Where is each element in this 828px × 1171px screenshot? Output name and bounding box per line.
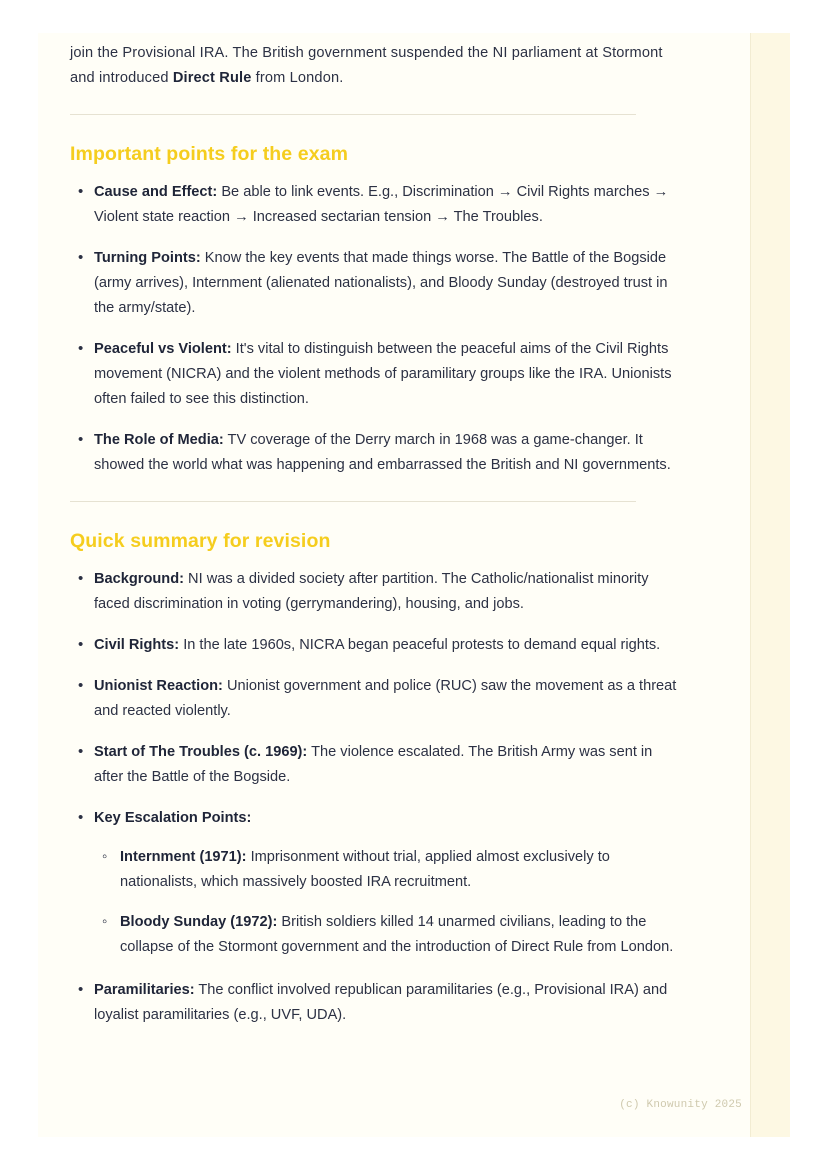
page-sheet (38, 33, 790, 1137)
section-divider-1 (70, 114, 636, 115)
list-item-text: TV coverage of the Derry march in 1968 was a game-changer. It showed the world what was happening and embarrassed the British and NI governments. (94, 432, 671, 473)
list-item (70, 180, 680, 230)
list-item-text: Be able to link events. E.g., Discrimination → Civil Rights marches → Violent state reaction → Increased sectarian tension → The Troubles. (94, 184, 669, 225)
list-item-lead: Start of The Troubles (c. 1969): (94, 744, 308, 760)
sub-list-item-lead: Internment (1971): (120, 849, 247, 865)
list-item (70, 740, 680, 790)
list-item-lead: Unionist Reaction: (94, 678, 223, 694)
list-item-lead: Peaceful vs Violent: (94, 341, 232, 357)
sub-list-item-lead: Bloody Sunday (1972): (120, 914, 278, 930)
list-item-lead: Cause and Effect: (94, 184, 218, 200)
paragraph-text-before: join the Provisional IRA. The British government suspended the NI parliament at Stormont and introduced (70, 45, 663, 86)
list-item (70, 567, 680, 617)
sub-list-item (94, 845, 680, 895)
paragraph-text-after: from London. (251, 70, 344, 86)
list-item-text: It's vital to distinguish between the peaceful aims of the Civil Rights movement (NICRA) and the violent methods of paramilitary groups like the IRA. Unionists often failed to see this distinction. (94, 341, 672, 407)
footer-credit: (c) Knowunity 2025 (619, 1099, 742, 1111)
list-item-text: The violence escalated. The British Army was sent in after the Battle of the Bogside. (94, 744, 653, 785)
section-divider-2 (70, 501, 636, 502)
document-content (70, 33, 680, 1044)
list-item-lead: Background: (94, 571, 184, 587)
continued-paragraph (70, 41, 680, 91)
section-heading-quick-summary: Quick summary for revision (70, 530, 331, 552)
paragraph-bold-term: Direct Rule (172, 70, 252, 86)
page-edge-strip (750, 33, 790, 1137)
quick-summary-list (70, 567, 680, 1028)
list-item (70, 633, 680, 658)
list-item-text: Unionist government and police (RUC) saw the movement as a threat and reacted violently. (94, 678, 677, 719)
list-item-text: The conflict involved republican paramilitaries (e.g., Provisional IRA) and loyalist paramilitaries (e.g., UVF, UDA). (94, 982, 668, 1023)
list-item-lead: Paramilitaries: (94, 982, 195, 998)
exam-points-list (70, 180, 680, 478)
list-item-text: NI was a divided society after partition. The Catholic/nationalist minority faced discrimination in voting (gerrymandering), housing, and jobs. (94, 571, 649, 612)
list-item (70, 978, 680, 1028)
sub-list-item (94, 910, 680, 960)
sub-list-item-text: Imprisonment without trial, applied almost exclusively to nationalists, which massively boosted IRA recruitment. (120, 849, 610, 890)
list-item (70, 337, 680, 412)
list-item-text: Know the key events that made things worse. The Battle of the Bogside (army arrives), Internment (alienated nationalists), and Bloody Sunday (destroyed trust in the army/state). (94, 250, 668, 316)
list-item-lead: Turning Points: (94, 250, 201, 266)
list-item-lead: Key Escalation Points: (94, 810, 252, 826)
section-heading-exam-points: Important points for the exam (70, 143, 349, 165)
list-item (70, 428, 680, 478)
list-item-lead: The Role of Media: (94, 432, 224, 448)
list-item (70, 674, 680, 724)
sub-list-item-text: British soldiers killed 14 unarmed civilians, leading to the collapse of the Stormont government and the introduction of Direct Rule from London. (120, 914, 674, 955)
key-escalation-sublist (94, 845, 680, 960)
list-item-lead: Civil Rights: (94, 637, 180, 653)
list-item-text: In the late 1960s, NICRA began peaceful protests to demand equal rights. (179, 637, 661, 653)
list-item (70, 806, 680, 960)
list-item (70, 246, 680, 321)
